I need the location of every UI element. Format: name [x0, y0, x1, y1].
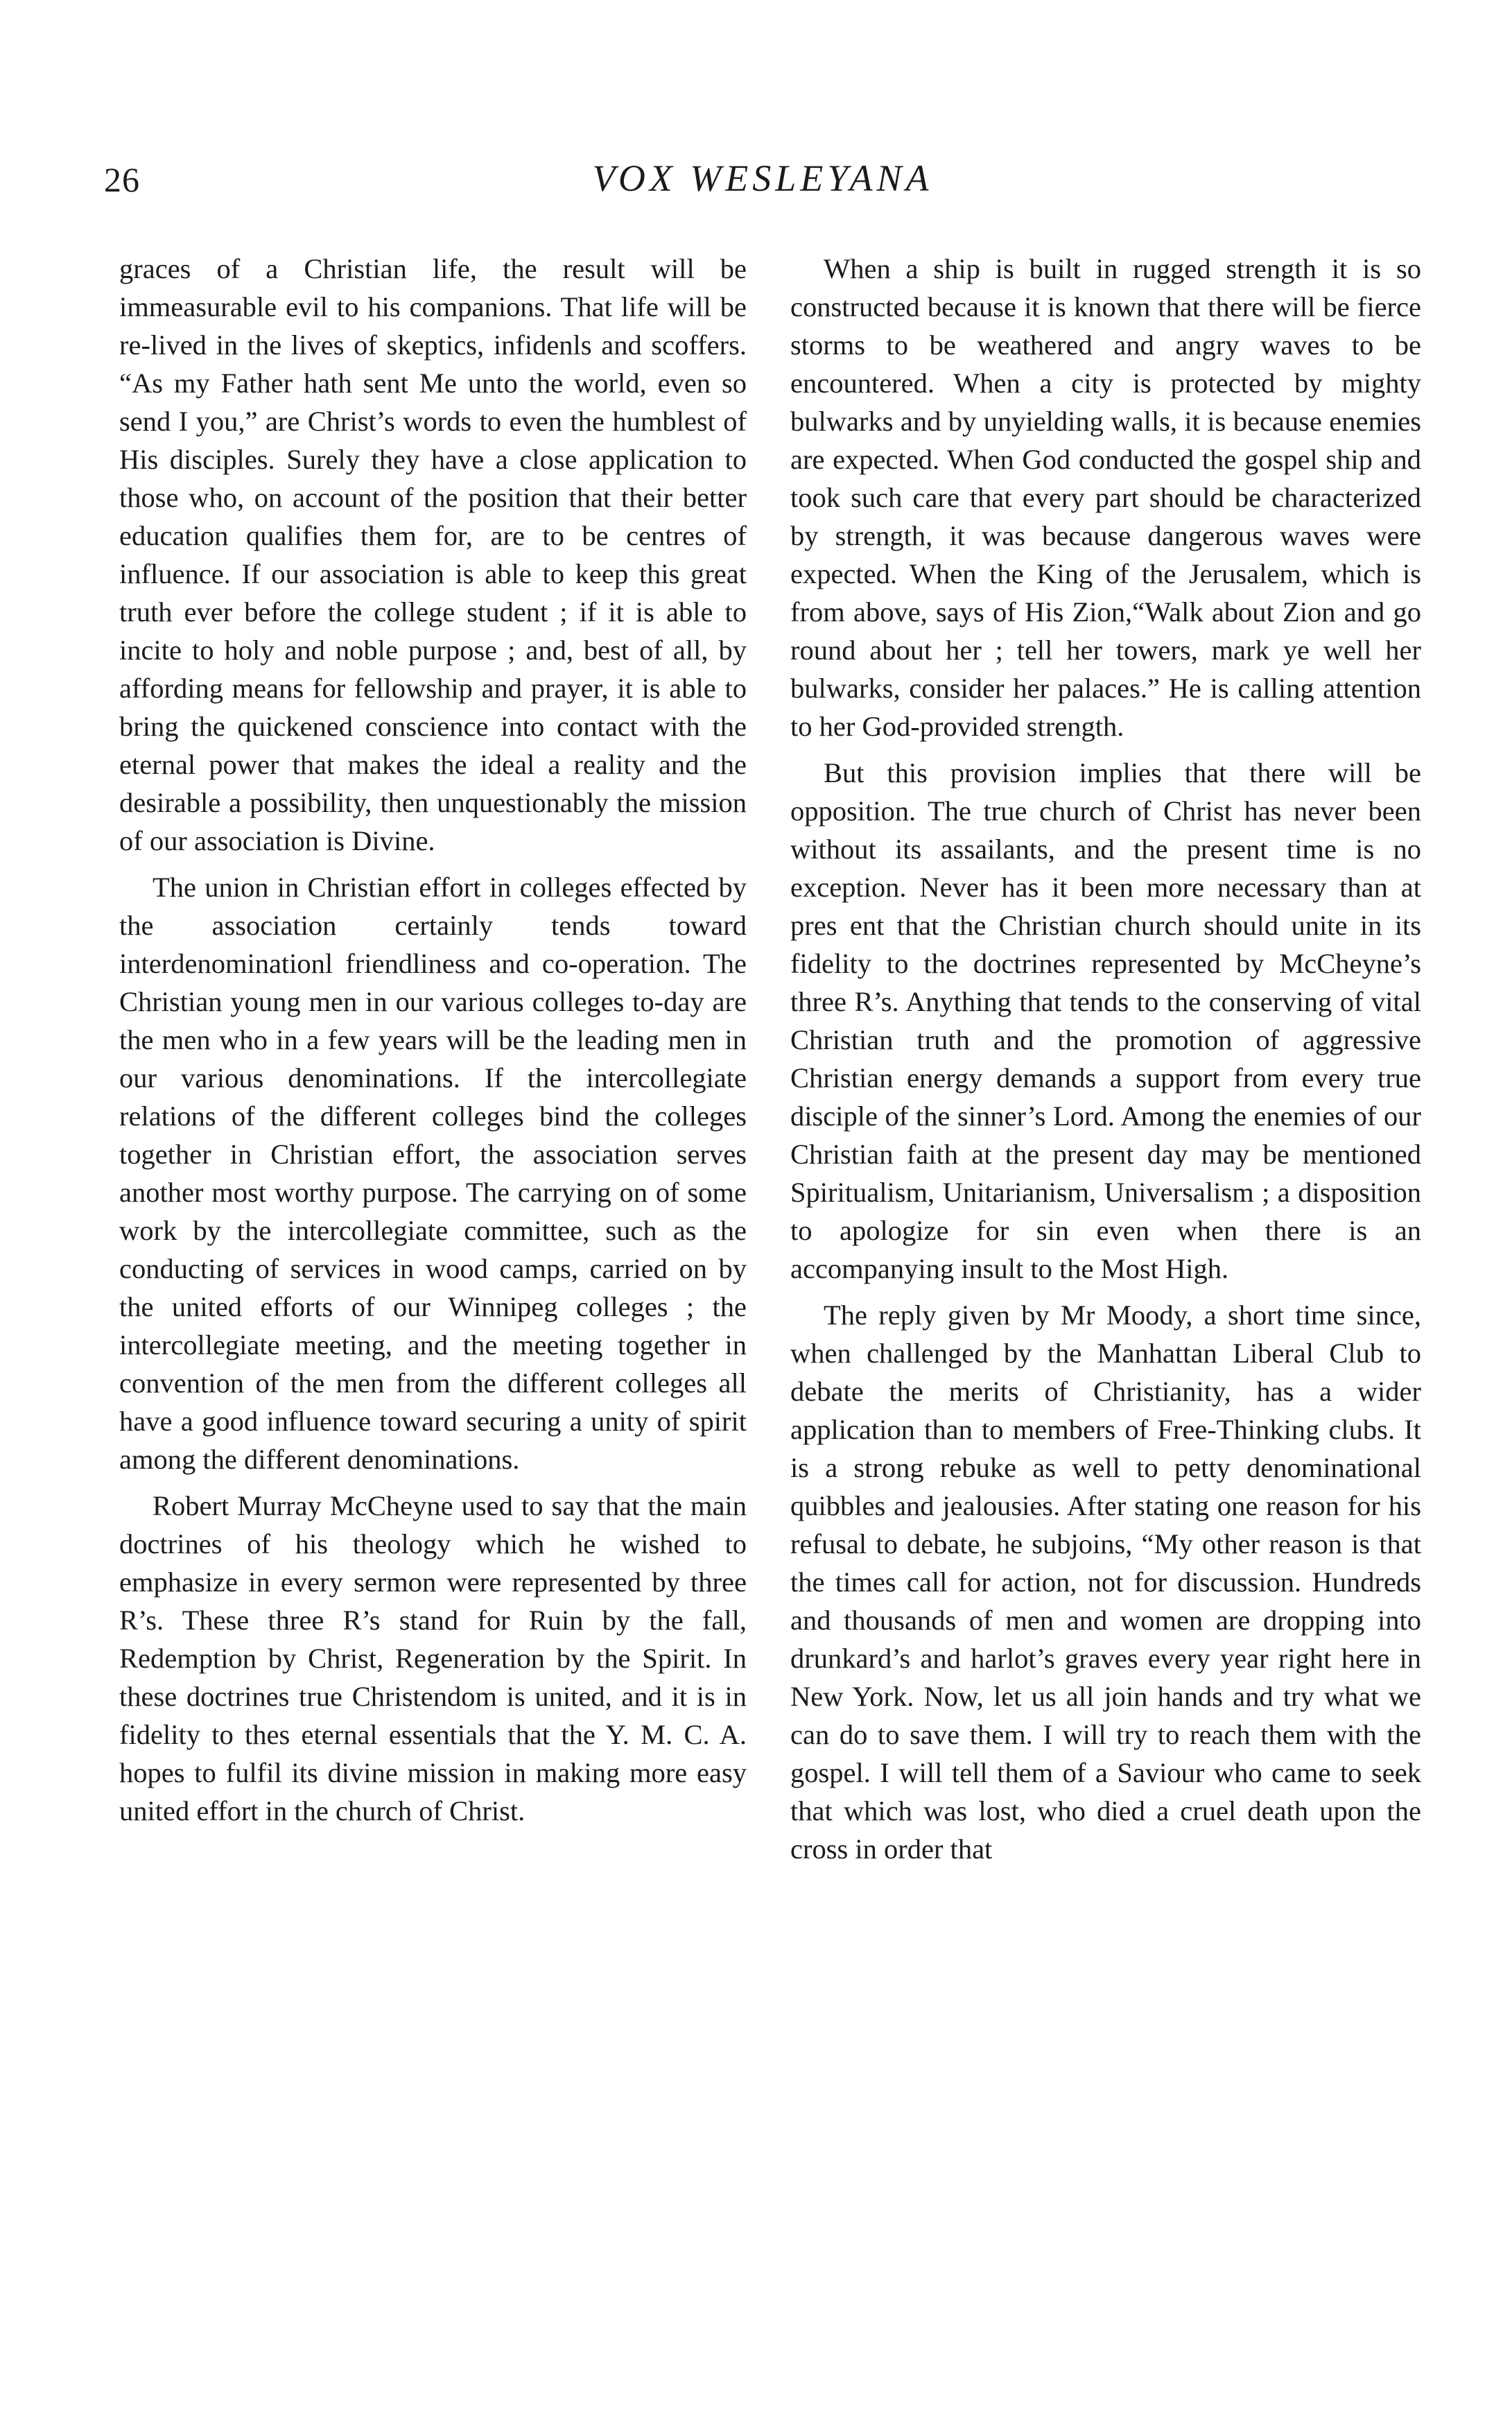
running-title: VOX WESLEYANA: [592, 157, 933, 199]
right-column: [790, 250, 1421, 1876]
page-number: 26: [104, 160, 140, 199]
body-paragraph: Robert Murray McCheyne used to say that the main doctrines of his theology which he wished to emphasize in every sermon were represented by three R’s. These three R’s stand for Ruin by the fall, Redemption by Christ, Regeneration by the Spirit. In these doctrines true Christendom is united, and it is in fidelity to thes eternal essentials that the Y. M. C. A. hopes to fulfil its divine mission in making more easy united effort in the church of Christ.: [119, 1490, 747, 1826]
left-column: [119, 250, 747, 1838]
body-paragraph: graces of a Christian life, the result will be immeasurable evil to his companions. That life will be re-lived in the lives of skeptics, infidenls and scoffers. “As my Father hath sent Me unto the world, even so send I you,” are Christ’s words to even the humblest of His disciples. Surely they have a close application to those who, on account of the position that their better education qualifies them for, are to be centres of influence. If our association is able to keep this great truth ever before the college student ; if it is able to incite to holy and noble purpose ; and, best of all, by affording means for fellowship and prayer, it is able to bring the quickened conscience into contact with the eternal power that makes the ideal a reality and the desirable a possibility, then unquestionably the mission of our association is Divine.: [119, 253, 747, 856]
body-paragraph: The union in Christian effort in colleges effected by the association certainly tends toward interdenominationl friendliness and co-operation. The Christian young men in our various colleges to-day are the men who in a few years will be the leading men in our various denominations. If the intercollegiate relations of the different colleges bind the colleges together in Christian effort, the association serves another most worthy purpose. The carrying on of some work by the intercollegiate committee, such as the conducting of services in wood camps, carried on by the united efforts of our Winnipeg colleges ; the intercollegiate meeting, and the meeting together in convention of the men from the different colleges all have a good influence toward securing a unity of spirit among the different denominations.: [119, 872, 747, 1475]
body-paragraph: But this provision implies that there will be opposition. The true church of Christ has never been without its assailants, and the present time is no exception. Never has it been more necessary than at pres ent that the Christian church should unite in its fidelity to the doctrines represented by McCheyne’s three R’s. Anything that tends to the conserving of vital Christian truth and the promotion of aggressive Christian energy demands a support from every true disciple of the sinner’s Lord. Among the enemies of our Christian faith at the present day may be mentioned Spiritualism, Unitarianism, Universalism ; a disposition to apologize for sin even when there is an accompanying insult to the Most High.: [790, 757, 1421, 1284]
page-header: [104, 154, 1421, 216]
body-paragraph: The reply given by Mr Moody, a short time since, when challenged by the Manhattan Liberal Club to debate the merits of Christianity, has a wider application than to members of Free-Thinking clubs. It is a strong rebuke as well to petty denominational quibbles and jealousies. After stating one reason for his refusal to debate, he subjoins, “My other reason is that the times call for action, not for discussion. Hundreds and thousands of men and women are dropping into drunkard’s and harlot’s graves every year right here in New York. Now, let us all join hands and try what we can do to save them. I will try to reach them with the gospel. I will tell them of a Saviour who came to seek that which was lost, who died a cruel death upon the cross in order that: [790, 1299, 1421, 1865]
body-paragraph: When a ship is built in rugged strength it is so constructed because it is known that there will be fierce storms to be weathered and angry waves to be encountered. When a city is protected by mighty bulwarks and by unyielding walls, it is because enemies are expected. When God conducted the gospel ship and took such care that every part should be characterized by strength, it was because dangerous waves were expected. When the King of the Jerusalem, which is from above, says of His Zion,“Walk about Zion and go round about her ; tell her towers, mark ye well her bulwarks, consider her palaces.” He is calling attention to her God-provided strength.: [790, 253, 1421, 742]
